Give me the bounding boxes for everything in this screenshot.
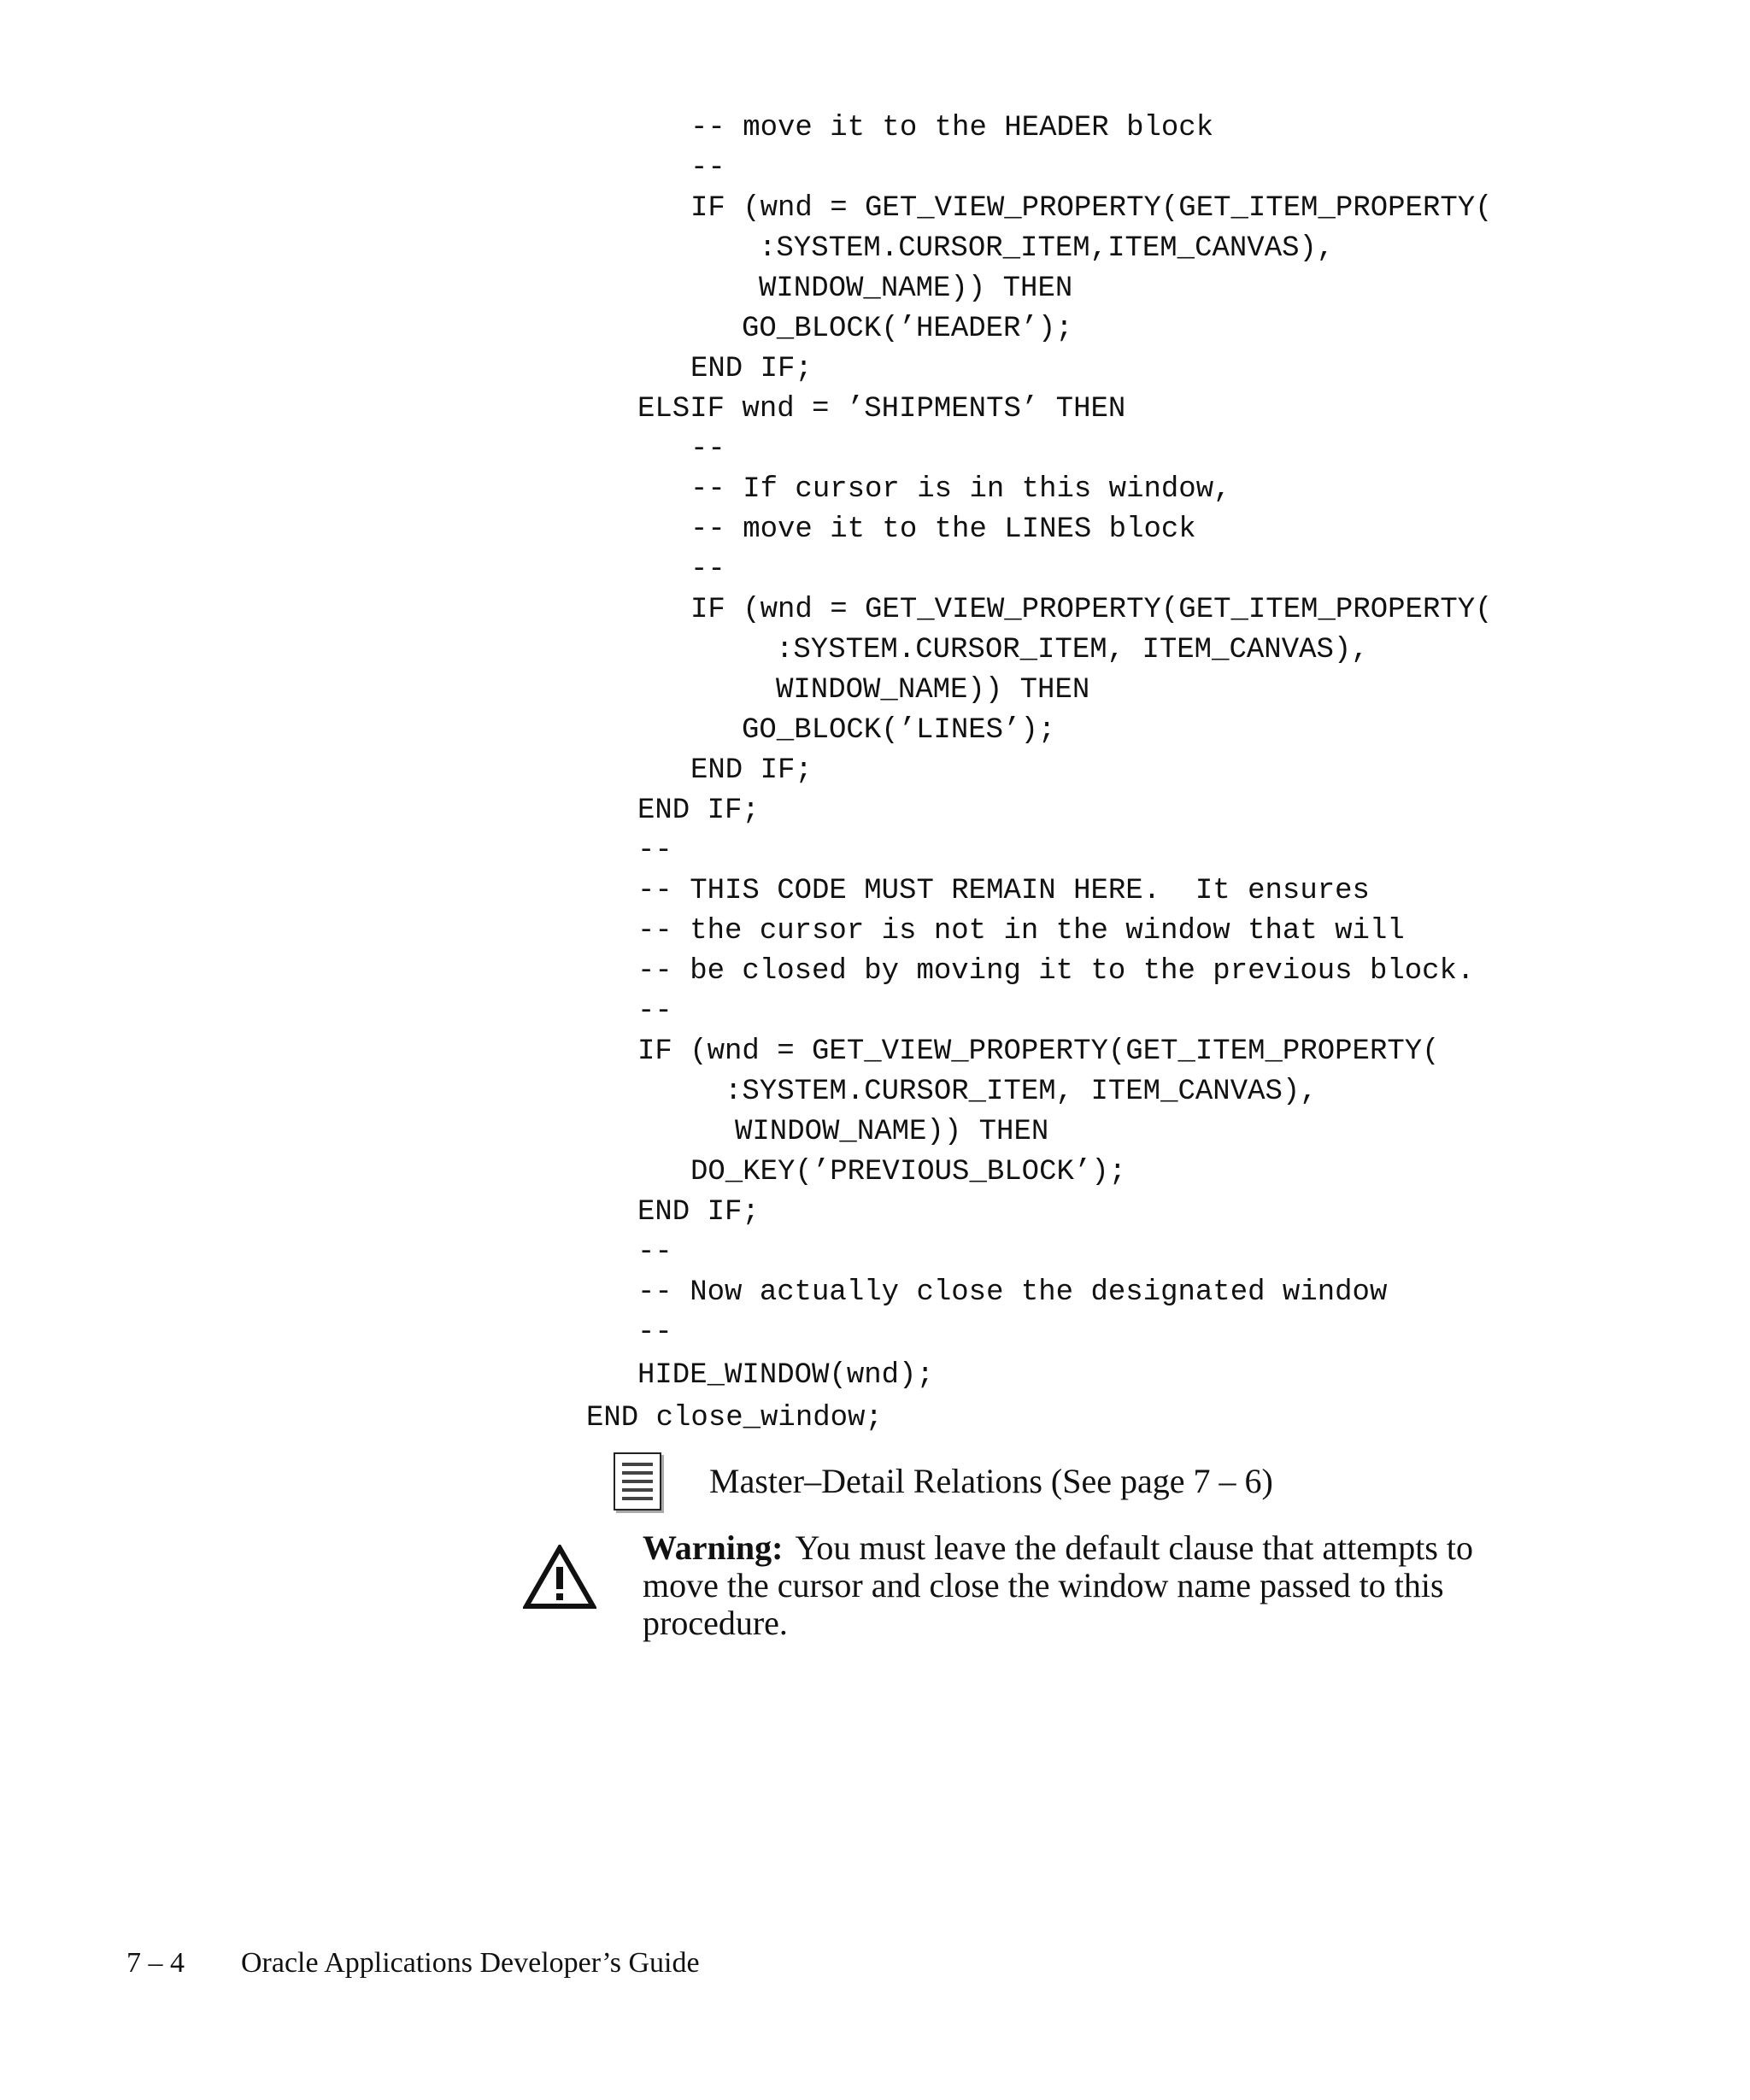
code-line: --	[637, 1236, 672, 1269]
code-line: --	[690, 554, 725, 586]
code-line: IF (wnd = GET_VIEW_PROPERTY(GET_ITEM_PROPERTY(	[690, 192, 1493, 225]
code-line: --	[690, 433, 725, 466]
code-line: -- THIS CODE MUST REMAIN HERE. It ensures	[637, 875, 1370, 907]
code-line: WINDOW_NAME)) THEN	[759, 273, 1073, 305]
book-title: Oracle Applications Developer’s Guide	[241, 1947, 700, 1979]
code-line: --	[690, 152, 725, 185]
code-line: :SYSTEM.CURSOR_ITEM, ITEM_CANVAS),	[776, 634, 1369, 666]
cross-reference-link[interactable]: Master–Detail Relations (See page 7 – 6)	[709, 1462, 1273, 1500]
code-line: -- move it to the LINES block	[690, 513, 1196, 546]
code-line: ELSIF wnd = ’SHIPMENTS’ THEN	[637, 393, 1126, 425]
code-line: --	[637, 1317, 672, 1349]
warning-text: You must leave the default clause that attempts to move the cursor and close the window name passed to this procedure.	[643, 1528, 1474, 1642]
code-line: GO_BLOCK(’HEADER’);	[742, 313, 1073, 345]
code-line: GO_BLOCK(’LINES’);	[742, 714, 1056, 747]
code-line: WINDOW_NAME)) THEN	[776, 674, 1090, 707]
code-line: DO_KEY(’PREVIOUS_BLOCK’);	[690, 1156, 1127, 1188]
code-line: --	[637, 835, 672, 867]
page-number: 7 – 4	[126, 1947, 185, 1979]
code-line: END IF;	[637, 1196, 760, 1229]
code-line: -- move it to the HEADER block	[690, 112, 1214, 144]
warning-triangle-icon	[523, 1545, 596, 1610]
document-icon	[614, 1452, 661, 1510]
code-line: --	[637, 995, 672, 1028]
cross-reference[interactable]	[614, 1452, 1383, 1521]
code-line: IF (wnd = GET_VIEW_PROPERTY(GET_ITEM_PROPERTY(	[690, 594, 1493, 626]
code-line: :SYSTEM.CURSOR_ITEM, ITEM_CANVAS),	[725, 1076, 1318, 1108]
warning-label: Warning:	[643, 1528, 784, 1567]
code-line: -- be closed by moving it to the previous block.	[637, 955, 1475, 988]
warning-note	[523, 1529, 1548, 1666]
code-line: END IF;	[690, 754, 813, 787]
code-line: WINDOW_NAME)) THEN	[735, 1116, 1049, 1148]
code-line: -- If cursor is in this window,	[690, 473, 1231, 506]
code-line: END IF;	[690, 353, 813, 385]
code-line: -- the cursor is not in the window that will	[637, 915, 1405, 947]
code-line: END close_window;	[586, 1402, 883, 1434]
code-line: HIDE_WINDOW(wnd);	[637, 1359, 934, 1392]
code-line: END IF;	[637, 795, 760, 827]
code-line: :SYSTEM.CURSOR_ITEM,ITEM_CANVAS),	[759, 232, 1335, 265]
page-footer	[126, 1946, 1152, 1989]
code-line: -- Now actually close the designated window	[637, 1276, 1388, 1309]
warning-body	[643, 1529, 1548, 1642]
code-line: IF (wnd = GET_VIEW_PROPERTY(GET_ITEM_PROPERTY(	[637, 1035, 1440, 1068]
